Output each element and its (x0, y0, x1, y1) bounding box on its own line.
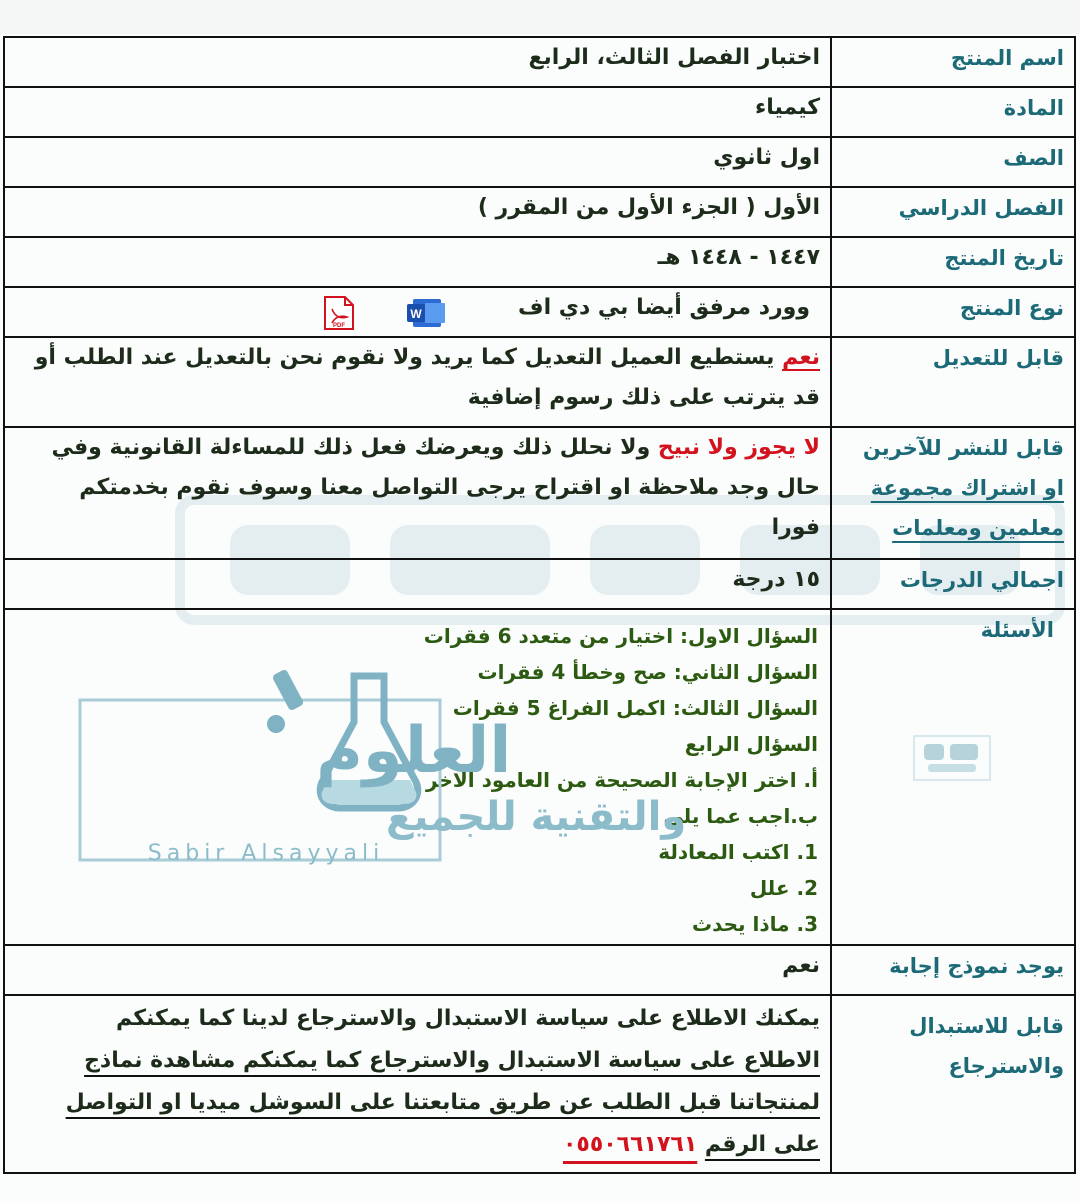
small-watermark-logo (910, 730, 994, 786)
question-item: السؤال الثاني: صح وخطأ 4 فقرات (477, 660, 818, 684)
value-product-name: اختبار الفصل الثالث، الرابع (4, 37, 831, 87)
value-answer-key: نعم (4, 945, 831, 995)
editable-line-1 (15, 338, 820, 378)
question-item: 1. اكتب المعادلة (658, 840, 818, 864)
row-returns (4, 995, 1075, 1173)
word-icon-letter: W (410, 307, 422, 321)
question-item: 3. ماذا يحدث (691, 912, 818, 936)
label-grade: الصف (831, 137, 1075, 187)
value-share (4, 427, 831, 559)
row-subject (4, 87, 1075, 137)
value-date: ١٤٤٧ - ١٤٤٨ هـ (4, 237, 831, 287)
returns-line-3: لمنتجاتنا قبل الطلب عن طريق متابعتنا على السوشل ميديا او التواصل (65, 1090, 820, 1115)
phone-number: ٠٥٥٠٦٦١٧٦١ (562, 1132, 698, 1157)
label-returns (831, 995, 1075, 1173)
value-returns (4, 995, 831, 1173)
label-share-line-3: معلمين ومعلمات (892, 516, 1064, 540)
row-date (4, 237, 1075, 287)
row-semester (4, 187, 1075, 237)
row-answer-key (4, 945, 1075, 995)
label-share-line-1: قابل للنشر للآخرين (862, 436, 1064, 460)
watermark-brand-en: Sabir Alsayyali (147, 841, 385, 866)
label-answer-key: يوجد نموذج إجابة (831, 945, 1075, 995)
value-subject: كيمياء (4, 87, 831, 137)
label-semester: الفصل الدراسي (831, 187, 1075, 237)
value-semester: الأول ( الجزء الأول من المقرر ) (4, 187, 831, 237)
value-type-cell (4, 287, 831, 337)
value-total: ١٥ درجة (4, 559, 831, 609)
share-line-2: حال وجد ملاحظة او اقتراح يرجى التواصل معنا وسوف نقوم بخدمتكم (79, 475, 820, 500)
share-line-3: فورا (771, 515, 820, 540)
returns-line-1: يمكنك الاطلاع على سياسة الاستبدال والاسترجاع لدينا كما يمكنكم (115, 1006, 820, 1031)
row-share (4, 427, 1075, 559)
word-file-icon (407, 299, 445, 327)
row-product-name (4, 37, 1075, 87)
watermark-brand-line-2: والتقنية للجميع (386, 794, 687, 840)
question-item: السؤال الثالث: اكمل الفراغ 5 فقرات (452, 696, 818, 720)
share-line-1 (15, 428, 820, 468)
question-item: أ. اختر الإجابة الصحيحة من العامود الاخر (426, 768, 818, 792)
row-grade (4, 137, 1075, 187)
label-subject: المادة (831, 87, 1075, 137)
question-item: 2. علل (749, 876, 818, 900)
pdf-file-icon (325, 297, 353, 329)
editable-line-2: قد يترتب على ذلك رسوم إضافية (467, 385, 820, 410)
product-info-table (3, 36, 1076, 1174)
label-product-name: اسم المنتج (831, 37, 1075, 87)
label-returns-line-1: قابل للاستبدال (909, 1014, 1064, 1038)
label-editable: قابل للتعديل (831, 337, 1075, 427)
question-item: السؤال الاول: اختيار من متعدد 6 فقرات (423, 624, 818, 648)
returns-line-4-prefix: على الرقم (704, 1132, 820, 1157)
label-share-line-2: او اشتراك مجموعة (870, 476, 1064, 500)
row-total (4, 559, 1075, 609)
pdf-icon-label: PDF (333, 323, 345, 329)
label-date: تاريخ المنتج (831, 237, 1075, 287)
label-type: نوع المنتج (831, 287, 1075, 337)
label-share (831, 427, 1075, 559)
watermark-brand-line-1: العلوم (316, 714, 512, 788)
label-total: اجمالي الدرجات (831, 559, 1075, 609)
returns-line-2: الاطلاع على سياسة الاستبدال والاسترجاع كما يمكنكم مشاهدة نماذج (84, 1048, 820, 1073)
share-not-allowed: لا يجوز ولا نبيح (657, 435, 820, 460)
row-editable (4, 337, 1075, 427)
label-questions: الأسئلة (831, 609, 1075, 945)
editable-line-1-text: يستطيع العميل التعديل كما يريد ولا نقوم نحن بالتعديل عند الطلب أو (34, 345, 775, 370)
share-line-1-text: ولا نحلل ذلك ويعرضك فعل ذلك للمساءلة القانونية وفي (51, 435, 651, 460)
returns-line-4 (15, 1124, 820, 1166)
editable-yes: نعم (782, 345, 820, 370)
label-returns-line-2: والاسترجاع (948, 1054, 1064, 1078)
file-type-icons (323, 295, 453, 331)
value-type: وورد مرفق أيضا بي دي اف (518, 295, 810, 320)
row-type (4, 287, 1075, 337)
value-editable (4, 337, 831, 427)
top-strip (0, 0, 1080, 34)
question-item: ب.اجب عما يلي (663, 804, 818, 828)
value-grade: اول ثانوي (4, 137, 831, 187)
question-item: السؤال الرابع (684, 732, 818, 756)
